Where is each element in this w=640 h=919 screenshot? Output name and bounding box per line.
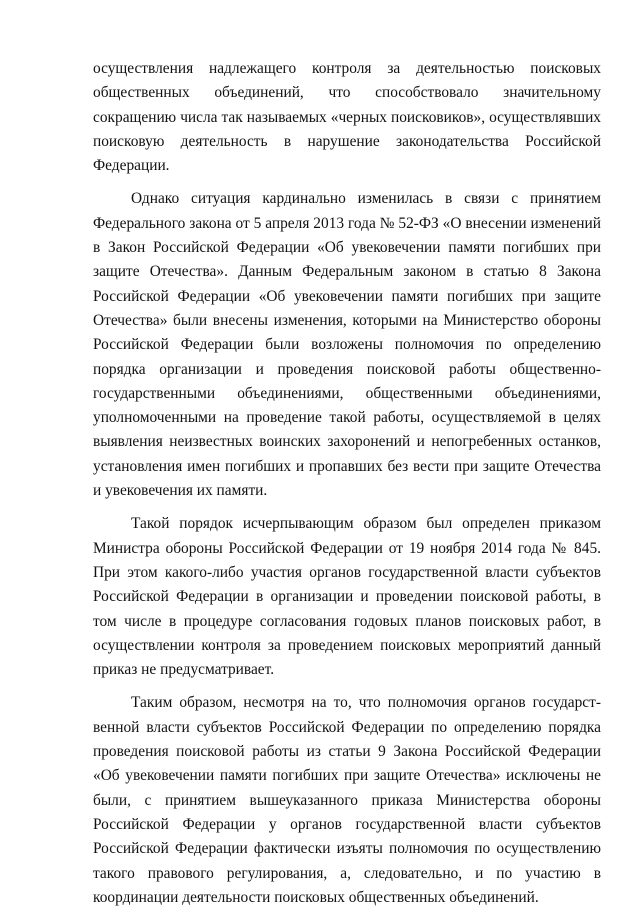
paragraph-3: Такой порядок исчерпывающим образом был определен приказом Министра обороны Российской Федерации от 19 ноября 2014 года № 845. При этом какого-либо участия органов государственной власти субъектов Российской Федерации в организации и проведении поисковой работы, в том числе в процедуре согласования годовых планов поисковых работ, в осуществлении контроля за проведением поисковых мероприятий данный приказ не предусматривает. xyxy=(93,515,601,679)
paragraph-2: Однако ситуация кардинально изменилась в связи с принятием Федерального закона от 5 апреля 2013 года № 52-ФЗ «О внесении изменений в Закон Российской Федерации «Об увековечении памяти погибших при защите Отечества». Данным Федеральным законом в статью 8 Закона Российской Федерации «Об увековечении памяти погибших при защите Отечества» были внесены изменения, которыми на Министерство обороны Российской Федерации были возложены полномочия по определению порядка организации и проведения поисковой работы общественно-государственными объединениями, общественными объединениями, уполномоченными на проведение такой работы, осуществляемой в целях выявления неизвестных воинских захоронений и непогребенных останков, установления имен погибших и пропавших без вести при защите Отечества и увековечения их памяти. xyxy=(93,190,601,500)
document-page xyxy=(93,57,601,919)
paragraph-4: Таким образом, несмотря на то, что полномочия органов государст-венной власти субъектов Российской Федерации по определению порядка проведения поисковой работы из статьи 9 Закона Российской Федерации «Об увековечении памяти погибших при защите Отечества» исключены не были, с принятием вышеуказанного приказа Министерства обороны Российской Федерации у органов государственной власти субъектов Российской Федерации фактически изъяты полномочия по осуществлению такого правового регулирования, а, следовательно, и по участию в координации деятельности поисковых общественных объединений. xyxy=(93,694,601,906)
paragraph-1: осуществления надлежащего контроля за деятельностью поисковых общественных объединений, что способствовало значительному сокращению числа так называемых «черных поисковиков», осуществлявших поисковую деятельность в нарушение законодательства Российской Федерации. xyxy=(93,60,601,175)
